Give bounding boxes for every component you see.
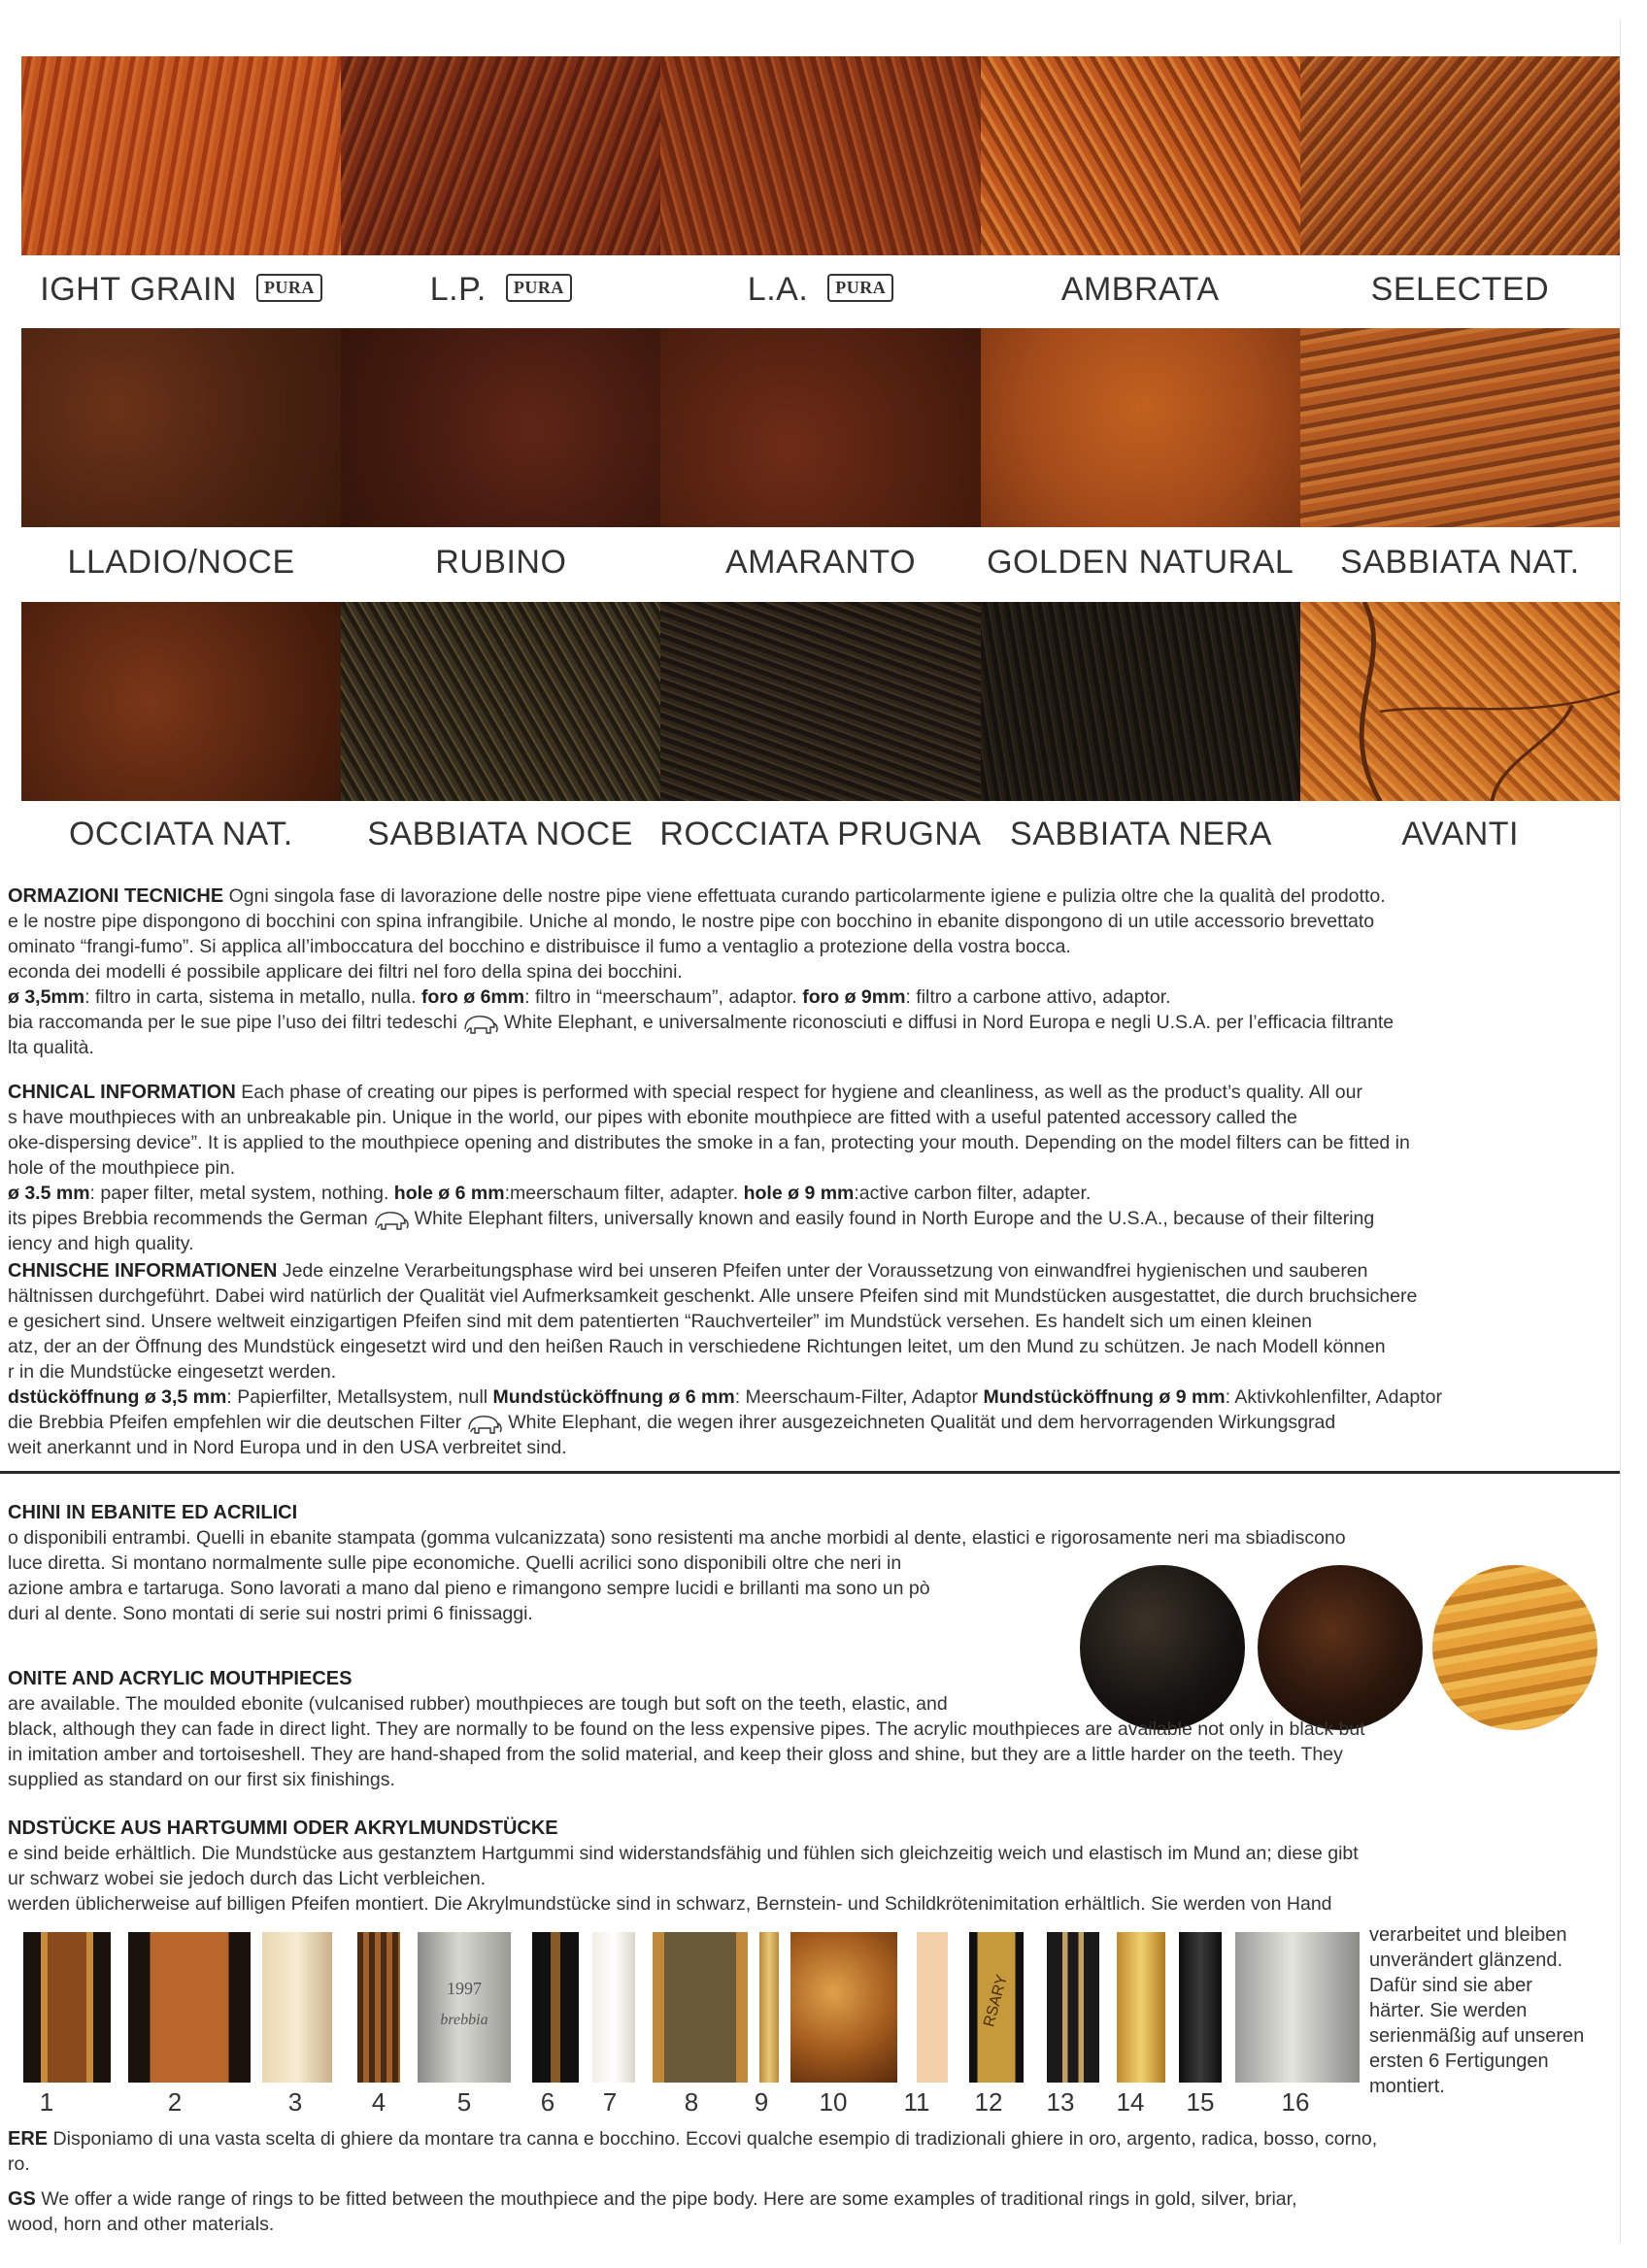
en-filters-line	[8, 1181, 1581, 1206]
label-avanti: AVANTI	[1401, 815, 1520, 852]
ring-number: 12	[974, 2087, 1003, 2117]
swatch-ambrata	[981, 56, 1300, 255]
de-tech-body: Jede einzelne Verarbeitungsphase wird bei unseren Pfeifen unter der Voraussetzung von einwandfrei hygienischen und sauberen	[282, 1260, 1368, 1282]
de-tech-line: r in die Mundstücke eingesetzt werden.	[8, 1361, 337, 1383]
ring-5-year: 1997	[447, 1979, 482, 1998]
swatch-avanti	[1300, 602, 1620, 801]
pura-badge: PURA	[827, 274, 893, 302]
label-ambrata: AMBRATA	[1060, 270, 1220, 308]
avanti-veins	[1300, 602, 1620, 801]
ring-2	[128, 1932, 251, 2083]
ring-number: 16	[1281, 2087, 1310, 2117]
en-tech-first-line	[8, 1080, 1581, 1105]
it-rings-line	[8, 2126, 1581, 2151]
it-tech-body: Ogni singola fase di lavorazione delle nostre pipe viene effettuata curando particolarmente igiene e pulizia oltre che la qualità del prodotto.	[228, 885, 1386, 907]
ring-14	[1117, 1932, 1165, 2083]
pura-badge: PURA	[506, 274, 572, 302]
ring-12	[969, 1932, 1024, 2083]
label-palladio-noce: LLADIO/NOCE	[67, 543, 295, 581]
ring-number: 6	[540, 2087, 555, 2117]
pura-badge: PURA	[256, 274, 322, 302]
de-mouth-line: werden üblicherweise auf billigen Pfeifen montiert. Die Akrylmundstücke sind in schwarz, Bernstein- und Schildkrötenimitation erhältlich. Sie werden von Hand	[8, 1893, 1332, 1915]
ring-16	[1235, 1932, 1360, 2083]
de-filter-b: Mundstücköffnung ø 6 mm	[492, 1386, 735, 1408]
en-rings-section	[8, 2186, 1581, 2237]
de-recommend-line	[8, 1410, 1581, 1435]
ring-strip	[23, 1932, 1360, 2083]
it-filters-line	[8, 984, 1581, 1010]
de-tech-heading: CHNISCHE INFORMATIONEN	[8, 1260, 278, 1282]
ring-7	[592, 1932, 635, 2083]
en-rings-line-2: wood, horn and other materials.	[8, 2214, 275, 2235]
elephant-icon	[372, 1208, 411, 1231]
en-mouth-line: black, although they can fade in direct light. They are normally to be found on the less expensive pipes. The acrylic mouthpieces are available not only in black but	[8, 1718, 1365, 1740]
de-tech-line: atz, der an der Öffnung des Mundstück eingesetzt wird und den heißen Rauch in verschiedene Richtungen leitet, um den Mund zu schützen. Je nach Modell können	[8, 1336, 1386, 1357]
de-mouth-line: ur schwarz wobei sie jedoch durch das Licht verbleichen.	[8, 1868, 487, 1889]
swatch-label	[341, 271, 660, 309]
elephant-icon	[461, 1012, 500, 1035]
swatch-label	[660, 271, 980, 309]
ring-number: 5	[456, 2087, 472, 2117]
de-mouth-side-text: verarbeitet und bleiben unverändert glänzend. Dafür sind sie aber härter. Sie werden serienmäßig auf unseren ersten 6 Fertigungen montiert.	[1369, 1924, 1585, 2097]
ring-number: 1	[39, 2087, 54, 2117]
de-filter-a-text: : Papierfilter, Metallsystem, null	[226, 1386, 488, 1408]
en-tech-body: Each phase of creating our pipes is performed with special respect for hygiene and cleanliness, as well as the product’s quality. All our	[241, 1082, 1362, 1103]
swatch-row-2	[21, 328, 1620, 527]
it-recommend-line	[8, 1010, 1581, 1035]
section-divider	[0, 1471, 1620, 1474]
swatch-rocciata-prugna	[660, 602, 980, 801]
en-tech-heading: CHNICAL INFORMATION	[8, 1082, 236, 1103]
ring-6	[532, 1932, 579, 2083]
swatch-row-1	[21, 56, 1620, 255]
de-tech-section	[8, 1258, 1581, 1460]
ring-5-brand: brebbia	[440, 2012, 488, 2028]
ring-number: 13	[1046, 2087, 1075, 2117]
en-mouth-line: in imitation amber and tortoiseshell. They are hand-shaped from the solid material, and keep their gloss and shine, but they are a little harder on the teeth. They	[8, 1744, 1343, 1765]
label-amaranto: AMARANTO	[724, 543, 917, 581]
ring-4	[357, 1932, 400, 2083]
en-recommend-end: iency and high quality.	[8, 1233, 194, 1254]
ring-8	[653, 1932, 748, 2083]
ring-13	[1047, 1932, 1099, 2083]
de-recommend-a: die Brebbia Pfeifen empfehlen wir die deutschen Filter	[8, 1412, 462, 1433]
swatch-light-grain	[21, 56, 341, 255]
it-tech-first-line	[8, 884, 1581, 909]
ring-number: 10	[819, 2087, 848, 2117]
de-tech-first-line	[8, 1258, 1581, 1284]
en-mouth-heading: ONITE AND ACRYLIC MOUTHPIECES	[8, 1668, 353, 1689]
en-filter-c-text: :active carbon filter, adapter.	[854, 1183, 1092, 1204]
en-rings-heading: GS	[8, 2188, 36, 2210]
it-tech-line: ominato “frangi-fumo”. Si applica all’imboccatura del bocchino e distribuisce il fumo a ventaglio a protezione della vostra bocca.	[8, 936, 1071, 957]
en-filter-b-text: :meerschaum filter, adapter.	[504, 1183, 739, 1204]
label-sabbiata-noce: SABBIATA NOCE	[367, 815, 633, 852]
en-rings-body: We offer a wide range of rings to be fitted between the mouthpiece and the pipe body. Here are some examples of traditional rings in gold, silver, briar,	[41, 2188, 1297, 2210]
label-la: L.A.	[747, 270, 809, 308]
it-mouth-heading: CHINI IN EBANITE ED ACRILICI	[8, 1502, 298, 1523]
it-mouth-line: luce diretta. Si montano normalmente sulle pipe economiche. Quelli acrilici sono disponibili oltre che neri in	[8, 1552, 902, 1574]
de-filter-c: Mundstücköffnung ø 9 mm	[983, 1386, 1226, 1408]
it-recommend-b: White Elephant, e universalmente riconosciuti e diffusi in Nord Europa e negli U.S.A. per l’efficacia filtrante	[503, 1012, 1395, 1033]
en-tech-line: s have mouthpieces with an unbreakable pin. Unique in the world, our pipes with ebonite mouthpiece are fitted with a useful patented accessory called the	[8, 1107, 1297, 1128]
label-light-grain: IGHT GRAIN	[40, 270, 237, 308]
de-filter-b-text: : Meerschaum-Filter, Adaptor	[734, 1386, 979, 1408]
swatch-amaranto	[660, 328, 980, 527]
swatch-lp	[341, 56, 660, 255]
de-mouth-line: e sind beide erhältlich. Die Mundstücke aus gestanztem Hartgummi sind widerstandsfähig und fühlen sich gleichzeitig weich und elastisch im Mund an; diese gibt	[8, 1843, 1359, 1864]
it-rings-section	[8, 2126, 1581, 2177]
page-edge	[1620, 19, 1621, 2243]
swatch-palladio-noce	[21, 328, 341, 527]
label-row-3	[21, 802, 1620, 866]
it-filter-b: foro ø 6mm	[420, 986, 525, 1008]
ring-number: 9	[754, 2087, 769, 2117]
ring-number: 4	[371, 2087, 387, 2117]
swatch-la	[660, 56, 980, 255]
en-tech-line: hole of the mouthpiece pin.	[8, 1157, 236, 1179]
swatch-rubino	[341, 328, 660, 527]
it-filter-a-text: : filtro in carta, sistema in metallo, nulla.	[84, 986, 417, 1008]
en-filter-a: ø 3.5 mm	[8, 1183, 90, 1204]
ring-9	[759, 1932, 779, 2083]
it-tech-section	[8, 884, 1581, 1060]
label-selected: SELECTED	[1370, 270, 1550, 308]
label-rocciata-prugna: ROCCIATA PRUGNA	[659, 815, 982, 852]
en-mouth-line: are available. The moulded ebonite (vulcanised rubber) mouthpieces are tough but soft on the teeth, elastic, and	[8, 1693, 948, 1715]
swatch-selected	[1300, 56, 1620, 255]
it-filter-b-text: : filtro in “meerschaum”, adaptor.	[524, 986, 797, 1008]
label-rubino: RUBINO	[435, 543, 567, 581]
it-tech-line: econda dei modelli é possibile applicare dei filtri nel foro della spina dei bocchini.	[8, 961, 683, 983]
ring-number: 15	[1186, 2087, 1215, 2117]
swatch-golden-natural	[981, 328, 1300, 527]
ring-number: 2	[167, 2087, 183, 2117]
it-mouth-line: duri al dente. Sono montati di serie sui nostri primi 6 finissaggi.	[8, 1603, 533, 1624]
ring-number: 14	[1116, 2087, 1145, 2117]
label-sabbiata-nera: SABBIATA NERA	[1010, 815, 1272, 852]
it-filter-c: foro ø 9mm	[802, 986, 906, 1008]
ring-3	[262, 1932, 332, 2083]
ring-10	[790, 1932, 897, 2083]
label-lp: L.P.	[429, 270, 487, 308]
en-recommend-b: White Elephant filters, universally known and easily found in North Europe and the U.S.A., because of their filtering	[414, 1208, 1375, 1229]
it-filter-a: ø 3,5mm	[8, 986, 85, 1008]
it-tech-heading: ORMAZIONI TECNICHE	[8, 885, 224, 907]
de-mouth-heading: NDSTÜCKE AUS HARTGUMMI ODER AKRYLMUNDSTÜCKE	[8, 1818, 558, 1839]
swatch-label	[21, 271, 341, 309]
en-filter-a-text: : paper filter, metal system, nothing.	[89, 1183, 389, 1204]
de-filter-a: dstücköffnung ø 3,5 mm	[8, 1386, 227, 1408]
label-rocciata-nat: OCCIATA NAT.	[68, 815, 293, 852]
ring-number: 7	[602, 2087, 618, 2117]
en-recommend-a: its pipes Brebbia recommends the German	[8, 1208, 368, 1229]
en-filter-c: hole ø 9 mm	[743, 1183, 855, 1204]
ring-12-text: RSARY	[981, 1973, 1011, 2029]
swatch-row-3	[21, 602, 1620, 801]
label-row-2	[21, 530, 1620, 594]
en-mouth-line: supplied as standard on our first six finishings.	[8, 1769, 395, 1790]
de-tech-line: hältnissen durchgeführt. Dabei wird natürlich der Qualität viel Aufmerksamkeit geschenkt. Alle unsere Pfeifen sind mit Mundstücken ausgestattet, die durch bruchsichere	[8, 1285, 1418, 1307]
it-mouth-line: o disponibili entrambi. Quelli in ebanite stampata (gomma vulcanizzata) sono resistenti ma anche morbidi al dente, elastici e rigorosamente neri ma sbiadiscono	[8, 1527, 1346, 1549]
swatch-sabbiata-nera	[981, 602, 1300, 801]
swatch-sabbiata-noce	[341, 602, 660, 801]
en-mouth-section	[8, 1666, 1581, 1792]
it-rings-heading: ERE	[8, 2128, 49, 2150]
de-filter-c-text: : Aktivkohlenfilter, Adaptor	[1225, 1386, 1442, 1408]
ring-number: 11	[903, 2087, 930, 2117]
it-tech-line: e le nostre pipe dispongono di bocchini con spina infrangibile. Uniche al mondo, le nostre pipe con bocchino in ebanite dispongono di un utile accessorio brevettato	[8, 911, 1375, 932]
it-recommend-end: lta qualità.	[8, 1037, 94, 1058]
label-golden-natural: GOLDEN NATURAL	[987, 543, 1294, 581]
de-recommend-b: White Elephant, die wegen ihrer ausgezeichneten Qualität und dem hervorragenden Wirkungsgrad	[508, 1412, 1336, 1433]
ring-number: 3	[287, 2087, 303, 2117]
ring-numbers	[23, 2087, 1360, 2126]
label-sabbiata-nat: SABBIATA NAT.	[1340, 543, 1580, 581]
ring-5	[418, 1932, 511, 2083]
ring-15	[1179, 1932, 1222, 2083]
de-recommend-end: weit anerkannt und in Nord Europa und in den USA verbreitet sind.	[8, 1437, 567, 1458]
it-filter-c-text: : filtro a carbone attivo, adaptor.	[905, 986, 1171, 1008]
ring-11	[917, 1932, 948, 2083]
en-tech-section	[8, 1080, 1581, 1256]
it-recommend-a: bia raccomanda per le sue pipe l’uso dei filtri tedeschi	[8, 1012, 457, 1033]
en-rings-line	[8, 2186, 1581, 2212]
de-mouth-section	[8, 1816, 1581, 1917]
en-tech-line: oke-dispersing device”. It is applied to the mouthpiece opening and distributes the smoke in a fan, protecting your mouth. Depending on the model filters can be fitted in	[8, 1132, 1410, 1153]
de-tech-line: e gesichert sind. Unsere weltweit einzigartigen Pfeifen sind mit dem patentierten “Rauchverteiler” im Mundstück versehen. Es handelt sich um einen kleinen	[8, 1311, 1312, 1332]
en-recommend-line	[8, 1206, 1581, 1231]
it-mouth-line: azione ambra e tartaruga. Sono lavorati a mano dal pieno e rimangono sempre lucidi e brillanti ma sono un pò	[8, 1578, 930, 1599]
swatch-rocciata-nat	[21, 602, 341, 801]
ring-number: 8	[684, 2087, 699, 2117]
swatch-sabbiata-nat	[1300, 328, 1620, 527]
elephant-icon	[465, 1412, 504, 1435]
it-rings-line-2: ro.	[8, 2153, 30, 2175]
en-filter-b: hole ø 6 mm	[393, 1183, 505, 1204]
de-filters-line	[8, 1384, 1581, 1410]
label-row-1	[21, 257, 1620, 321]
ring-1	[23, 1932, 111, 2083]
it-rings-body: Disponiamo di una vasta scelta di ghiere da montare tra canna e bocchino. Eccovi qualche esempio di tradizionali ghiere in oro, argento, radica, bosso, corno,	[52, 2128, 1378, 2150]
